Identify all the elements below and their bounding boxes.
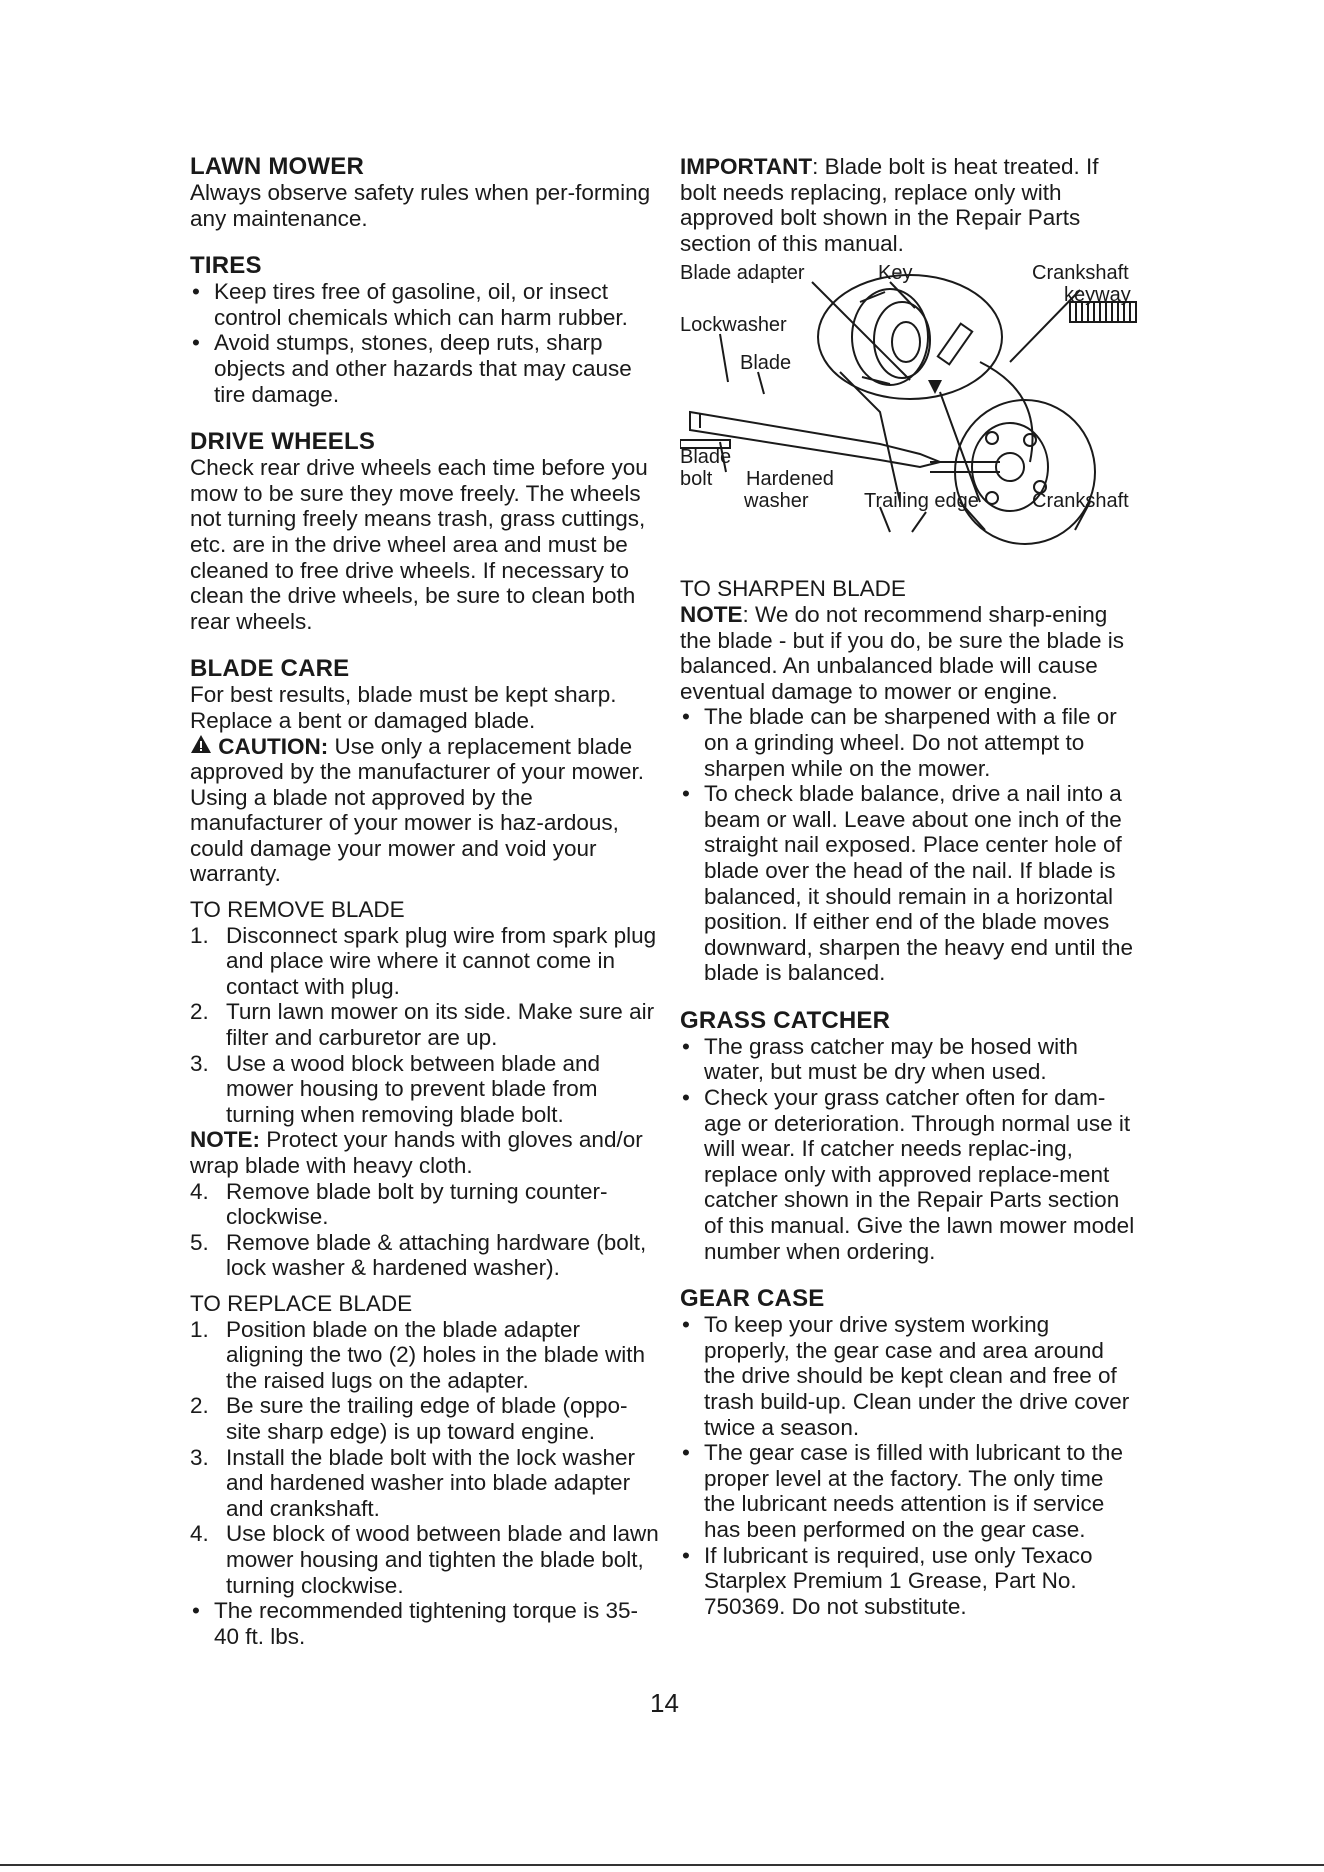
- left-column: [190, 154, 660, 1649]
- lawn-mower-text: Always observe safety rules when per-forming any maintenance.: [190, 180, 651, 231]
- caution-label: CAUTION:: [218, 733, 329, 759]
- label-lockwasher: Lockwasher: [680, 314, 787, 337]
- label-crankshaft: Crankshaft: [1032, 490, 1129, 513]
- list-item: • Keep tires free of gasoline, oil, or insect control chemicals which can harm rubber.: [192, 279, 628, 330]
- list-item: 4. Remove blade bolt by turning counter-clockwise.: [190, 1178, 608, 1230]
- label-hardened-washer: Hardened: [746, 468, 834, 491]
- blade-assembly-drawing: [680, 262, 1140, 562]
- blade-care-heading: BLADE CARE: [190, 655, 350, 683]
- bullet-icon: •: [682, 1033, 690, 1059]
- label-trailing-edge: Trailing edge: [864, 490, 979, 513]
- bullet-icon: •: [682, 781, 690, 807]
- list-item: 1. Position blade on the blade adapter aligning the two (2) holes in the blade with the raised lugs on the adapter.: [190, 1316, 646, 1393]
- list-item: 3. Use a wood block between blade and mower housing to prevent blade from turning when removing blade bolt.: [190, 1050, 601, 1127]
- warning-triangle-icon: [190, 734, 212, 754]
- label-blade: Blade: [740, 352, 792, 375]
- bullet-icon: •: [682, 1542, 690, 1568]
- label-blade-bolt: Blade: [680, 446, 732, 469]
- bullet-icon: •: [192, 279, 200, 305]
- label-key: Key: [878, 262, 913, 285]
- label-blade-adapter: Blade adapter: [680, 262, 805, 285]
- page-bottom-rule: [0, 1864, 1324, 1866]
- torque-list: [190, 1598, 660, 1649]
- page-number: 14: [650, 1688, 679, 1718]
- gear-case-heading: GEAR CASE: [680, 1285, 825, 1313]
- gear-case-list: [680, 1312, 1140, 1619]
- tires-heading: TIRES: [190, 252, 262, 280]
- important-label: IMPORTANT: [680, 154, 813, 179]
- caution-text: Use only a replacement blade approved by the manufacturer of your mower. Using a blade not approved by the manufacturer of your mower is haz-ardous, could damage your mower and void your warranty.: [190, 733, 644, 887]
- list-item: 4. Use block of wood between blade and lawn mower housing and tighten the blade bolt, turning clockwise.: [190, 1521, 659, 1598]
- label-crankshaft-keyway: Crankshaft: [1032, 262, 1129, 285]
- list-item: • If lubricant is required, use only Texaco Starplex Premium 1 Grease, Part No. 750369. Do not substitute.: [682, 1542, 1093, 1619]
- list-item: • The recommended tightening torque is 35-40 ft. lbs.: [192, 1598, 638, 1649]
- list-item: • Avoid stumps, stones, deep ruts, sharp objects and other hazards that may cause tire damage.: [192, 330, 632, 407]
- bullet-icon: •: [192, 1598, 200, 1624]
- blade-assembly-diagram: [680, 262, 1140, 562]
- replace-steps: [190, 1317, 660, 1599]
- note-label: NOTE:: [190, 1127, 260, 1153]
- label-blade-bolt: bolt: [680, 468, 713, 491]
- drive-wheels-text: Check rear drive wheels each time before you mow to be sure they move freely. The wheels not turning freely means trash, grass cuttings, etc. are in the drive wheel area and must be cleaned to free drive wheels. If necessary to clean the drive wheels, be sure to clean both rear wheels.: [190, 455, 648, 634]
- remove-steps-a: [190, 923, 660, 1128]
- bullet-icon: •: [682, 704, 690, 730]
- list-item: • The gear case is filled with lubricant to the proper level at the factory. The only time the lubricant needs attention is if service has been performed on the gear case.: [682, 1440, 1123, 1542]
- tires-list: [190, 279, 660, 407]
- right-column: [680, 154, 1140, 1619]
- lawn-mower-heading: LAWN MOWER: [190, 153, 364, 180]
- bullet-icon: •: [682, 1085, 690, 1111]
- grass-catcher-list: [680, 1034, 1140, 1264]
- remove-steps-b: [190, 1179, 660, 1281]
- list-item: • The grass catcher may be hosed with water, but must be dry when used.: [682, 1033, 1078, 1085]
- list-item: 3. Install the blade bolt with the lock washer and hardened washer into blade adapter and crankshaft.: [190, 1444, 635, 1521]
- list-item: • To keep your drive system working properly, the gear case and area around the drive should be kept clean and free of trash build-up. Clean under the drive cover twice a season.: [682, 1312, 1130, 1440]
- list-item: 2. Turn lawn mower on its side. Make sure air filter and carburetor are up.: [190, 999, 655, 1051]
- list-item: 1. Disconnect spark plug wire from spark plug and place wire where it cannot come in contact with plug.: [190, 922, 657, 999]
- sharpen-heading: TO SHARPEN BLADE: [680, 576, 906, 602]
- list-item: • Check your grass catcher often for dam-age or deterioration. Through normal use it will wear. If catcher needs replac-ing, replace only with approved replace-ment catcher shown in the Repair Parts section of this manual. Give the lawn mower model number when ordering.: [682, 1085, 1135, 1264]
- blade-care-text: For best results, blade must be kept sharp. Replace a bent or damaged blade.: [190, 682, 617, 733]
- important-paragraph: IMPORTANT: Blade bolt is heat treated. If bolt needs replacing, replace only with approved bolt shown in the Repair Parts section of this manual.: [680, 154, 1099, 256]
- sharpen-list: [680, 704, 1140, 986]
- label-hardened-washer: washer: [744, 490, 809, 513]
- list-item: • The blade can be sharpened with a file or on a grinding wheel. Do not attempt to sharpen while on the mower.: [682, 704, 1117, 781]
- bullet-icon: •: [682, 1312, 690, 1338]
- remove-blade-heading: TO REMOVE BLADE: [190, 897, 405, 923]
- note-label: NOTE: [680, 601, 743, 627]
- list-item: 5. Remove blade & attaching hardware (bolt, lock washer & hardened washer).: [190, 1229, 647, 1281]
- bullet-icon: •: [682, 1440, 690, 1466]
- caution-paragraph: [190, 734, 660, 888]
- drive-wheels-heading: DRIVE WHEELS: [190, 428, 376, 456]
- sharpen-note: NOTE: We do not recommend sharp-ening the blade - but if you do, be sure the blade is balanced. An unbalanced blade will cause eventual damage to mower or engine.: [680, 601, 1125, 704]
- label-crankshaft-keyway: keyway: [1064, 284, 1131, 307]
- replace-blade-heading: TO REPLACE BLADE: [190, 1290, 413, 1316]
- bullet-icon: •: [192, 330, 200, 356]
- list-item: • To check blade balance, drive a nail into a beam or wall. Leave about one inch of the straight nail exposed. Place center hole of blade over the head of the nail. If blade is balanced, it should remain in a horizontal position. If either end of the blade moves downward, sharpen the heavy end until the blade is balanced.: [682, 781, 1134, 986]
- grass-catcher-heading: GRASS CATCHER: [680, 1006, 891, 1034]
- remove-note: NOTE: Protect your hands with gloves and/or wrap blade with heavy cloth.: [190, 1127, 643, 1178]
- list-item: 2. Be sure the trailing edge of blade (oppo-site sharp edge) is up toward engine.: [190, 1393, 628, 1444]
